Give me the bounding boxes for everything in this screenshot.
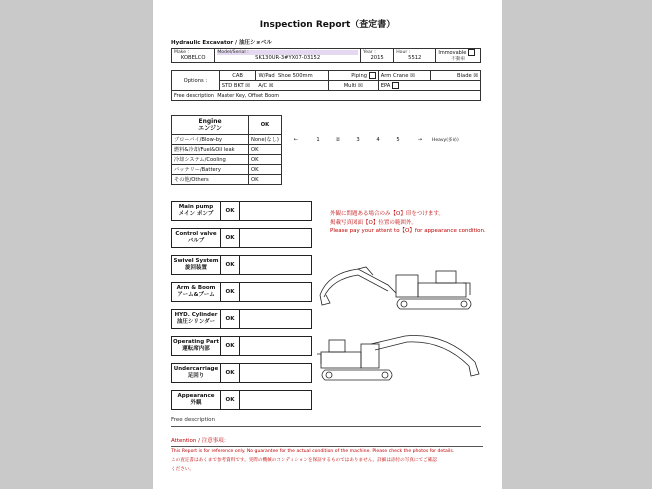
component-name: Swivel System: [173, 258, 219, 265]
scale-end: Heavy(多め): [431, 137, 459, 143]
scale-5: 5: [396, 136, 400, 143]
engine-row-label: ブローバイ/Blow-by: [172, 135, 249, 145]
component-name: Undercarriage: [173, 366, 219, 373]
opt-cab: CAB: [219, 71, 256, 81]
report-title: Inspection Report（査定書）: [259, 20, 396, 30]
blowby-scale: [281, 135, 479, 145]
engine-row-label: その他/Others: [172, 175, 249, 185]
hour-value: 5512: [408, 55, 422, 61]
opt-epa: EPA: [380, 83, 391, 89]
opt-multi: Multi: [343, 82, 357, 89]
engine-title: Engine: [198, 117, 222, 125]
machine-info: [171, 38, 481, 63]
component-status: OK: [221, 229, 240, 247]
engine-row-label: 燃料&冷却/Fuel&Oil leak: [172, 145, 249, 155]
attention-line: この査定書はあくまで参考資料です。実際の機械のコンディションを保証するものではありません。詳細は添付の写真にてご確認: [171, 458, 437, 464]
component-name-jp: メイン ポンプ: [178, 211, 214, 217]
excavator-opposite-view-drawing: [315, 330, 483, 390]
opt-blade: Blade: [457, 72, 472, 79]
component-undercarriage: [171, 363, 312, 383]
scale-3: 3: [356, 136, 360, 143]
scale-4: 4: [376, 136, 380, 143]
component-operating-part: [171, 336, 312, 356]
ac-checkbox[interactable]: ☒: [268, 82, 274, 89]
free-description-label: Free description: [171, 417, 215, 423]
component-name: Control valve: [175, 231, 217, 238]
immovable-checkbox[interactable]: [468, 49, 475, 56]
arm-crane-checkbox[interactable]: ☒: [410, 72, 415, 79]
component-appearance: [171, 390, 312, 410]
engine-row-value: OK: [249, 165, 282, 175]
component-status: OK: [221, 337, 240, 355]
component-status: OK: [221, 283, 240, 301]
excavator-side-view-drawing: [318, 255, 478, 317]
component-status: OK: [221, 202, 240, 220]
component-swivel-system: [171, 255, 312, 275]
model-label: Model/Serial :: [217, 50, 358, 55]
scale-right: →: [417, 136, 423, 143]
component-status: OK: [221, 256, 240, 274]
component-status: OK: [221, 310, 240, 328]
opt-piping: Piping: [351, 73, 368, 79]
engine-row-value: OK: [249, 145, 282, 155]
note-line: 掲載写真図面【O】位置の範囲外。: [330, 219, 417, 226]
std-bkt-checkbox[interactable]: ☒: [245, 82, 250, 89]
attention-line: ください。: [171, 466, 194, 472]
note-line: 外観に問題ある場合のみ【O】印をつけます。: [330, 211, 444, 217]
attention-section: [171, 436, 483, 475]
engine-row-value: OK: [249, 155, 282, 165]
engine-row-value: None(なし): [249, 135, 282, 145]
component-name: HYD. Cylinder: [174, 312, 218, 319]
engine-row-label: 冷却システム/Cooling: [172, 155, 249, 165]
free-desc-value: Master Key, Offset Boom: [217, 92, 280, 99]
scale-left: ←: [293, 136, 299, 143]
immovable-label: Immovable: [438, 50, 467, 56]
engine-status: OK: [249, 116, 282, 135]
make-value: KOBELCO: [180, 55, 206, 61]
engine-row-label: バッテリー/Battery: [172, 165, 249, 175]
component-name: Appearance: [177, 393, 215, 400]
opt-shoe-size: 500mm: [292, 72, 313, 79]
report-sheet: [153, 0, 502, 489]
component-name: Arm & Boom: [176, 285, 216, 292]
immovable-jp: 不動車: [451, 57, 466, 62]
options-table: [171, 70, 481, 101]
opt-wpad: W/Pad: [258, 72, 275, 79]
scale-1: 1: [316, 136, 320, 143]
engine-title-jp: エンジン: [198, 125, 222, 132]
component-arm-boom: [171, 282, 312, 302]
piping-checkbox[interactable]: [369, 72, 376, 79]
scale-2: ②: [335, 136, 341, 143]
model-value: SK130UR-3#YX07-03152: [255, 55, 321, 61]
appearance-note: [330, 210, 500, 236]
attention-divider: [171, 446, 483, 447]
component-name-jp: 旋回装置: [184, 265, 207, 271]
component-name-jp: アーム&ブーム: [177, 292, 215, 298]
year-label: Year :: [363, 50, 376, 55]
make-label: Make :: [174, 50, 190, 55]
component-name-jp: 油圧シリンダー: [176, 319, 216, 325]
note-line: Please pay your attent to【O】for appearance condition.: [330, 228, 486, 235]
component-control-valve: [171, 228, 312, 248]
epa-checkbox[interactable]: [392, 82, 399, 89]
year-value: 2015: [370, 55, 384, 61]
machine-type: Hydraulic Excavator / 油圧ショベル: [171, 40, 272, 46]
component-status: OK: [221, 364, 240, 382]
options-label: Options :: [172, 71, 220, 91]
component-hyd-cylinder: [171, 309, 312, 329]
component-name: Operating Part: [173, 339, 219, 346]
engine-row-value: OK: [249, 175, 282, 185]
free-description-line: [171, 426, 481, 427]
component-name-jp: 足回り: [187, 373, 205, 379]
component-name-jp: バルブ: [187, 238, 205, 244]
attention-title: Attention / 注意事項：: [171, 438, 230, 444]
multi-checkbox[interactable]: ☒: [358, 82, 363, 89]
opt-ac: A/C: [258, 82, 268, 89]
engine-table: [171, 115, 480, 185]
component-name-jp: 運転席内部: [182, 346, 210, 352]
machine-table: [171, 48, 481, 63]
free-desc-label: Free description: [174, 92, 214, 99]
opt-shoe: Shoe: [278, 72, 291, 79]
attention-line: This Report is for reference only. No guarantee for the actual condition of the machine. Please check the photos for details.: [171, 449, 455, 455]
opt-arm-crane: Arm Crane: [380, 72, 409, 79]
component-main-pump: [171, 201, 312, 221]
component-name: Main pump: [178, 204, 214, 211]
hour-label: Hour :: [396, 50, 411, 55]
blade-checkbox[interactable]: ☒: [473, 72, 478, 79]
opt-std-bkt: STD BKT: [221, 82, 244, 89]
component-status: OK: [221, 391, 240, 409]
component-name-jp: 外観: [190, 400, 202, 406]
